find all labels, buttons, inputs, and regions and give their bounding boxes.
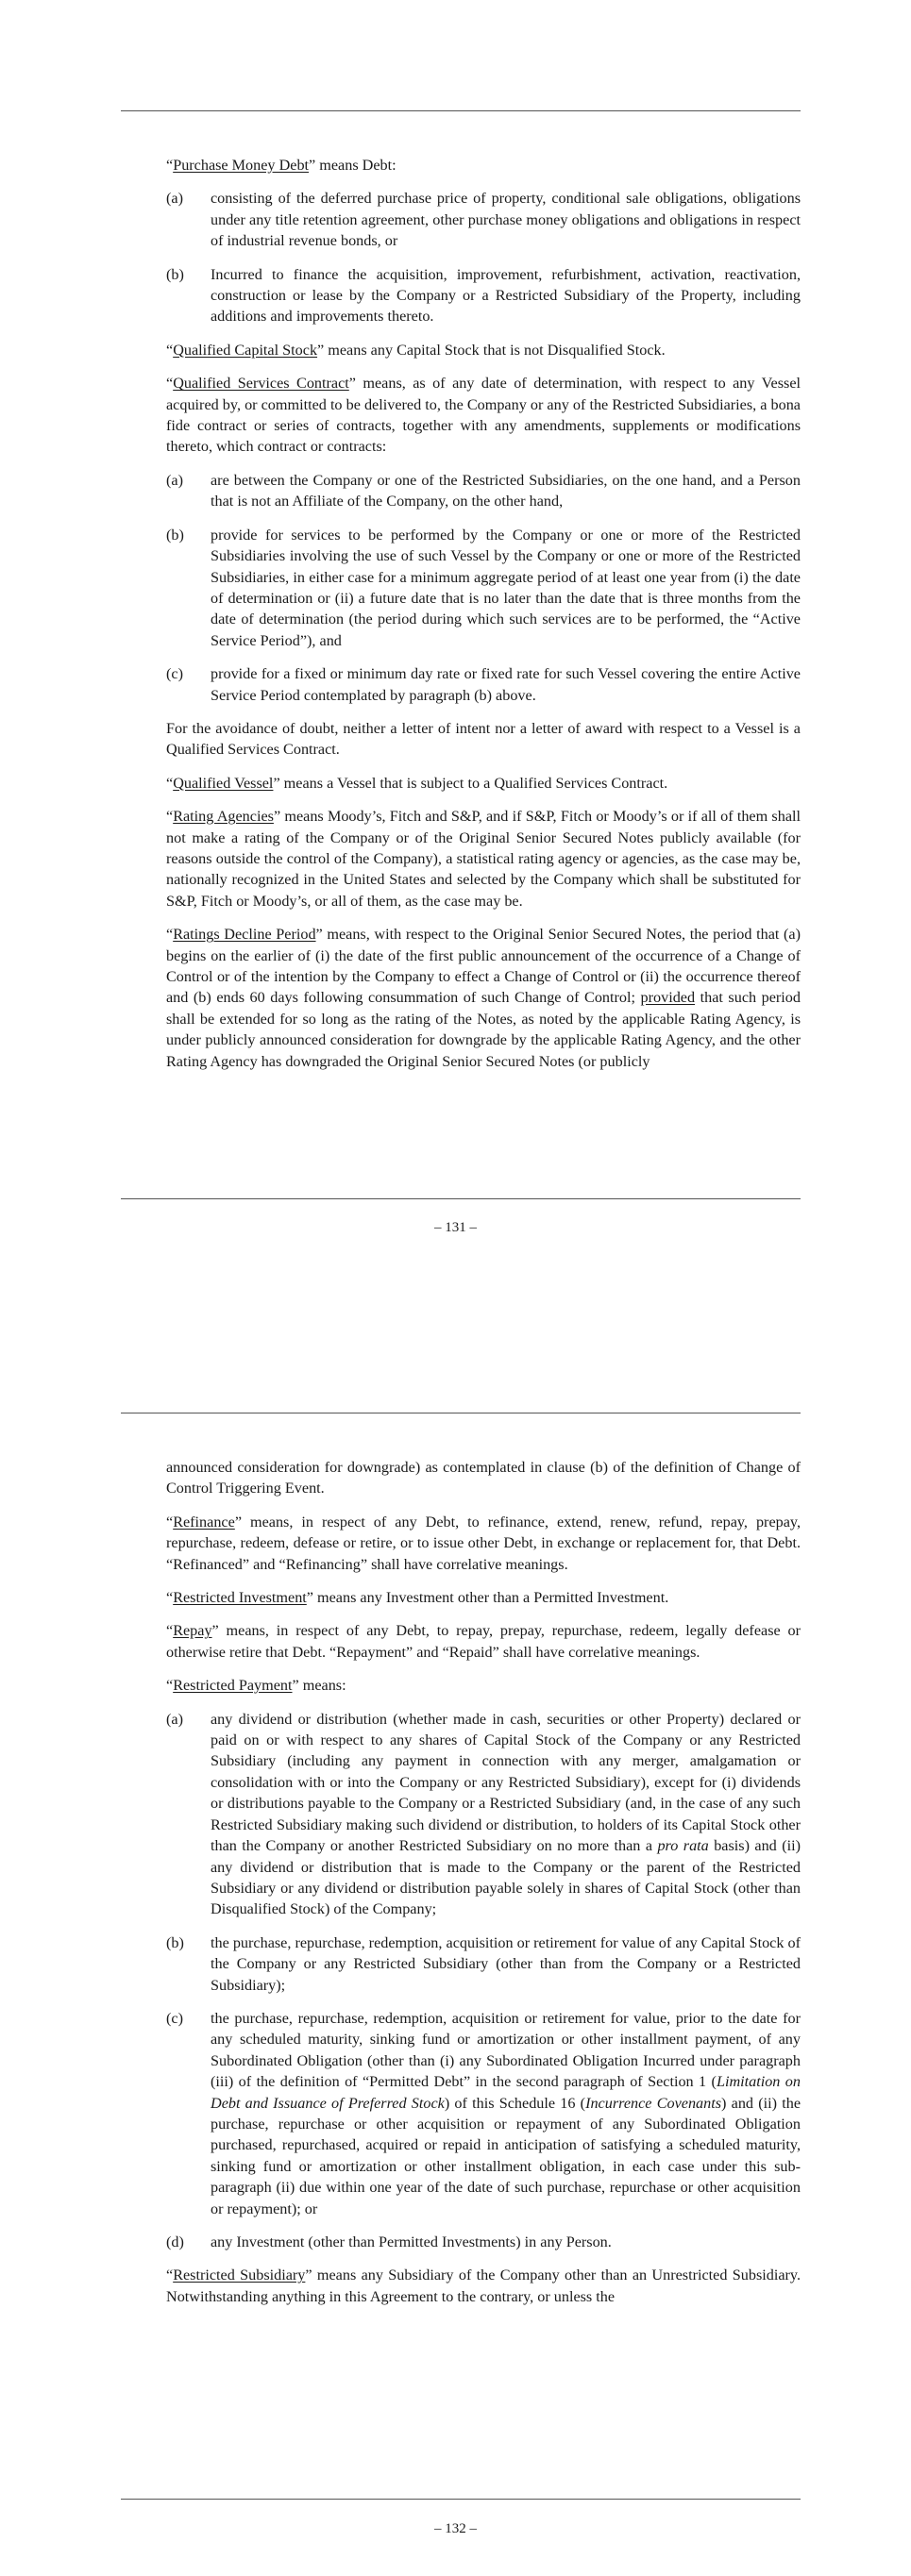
defined-term: Restricted Investment <box>173 1589 307 1607</box>
defined-term: Refinance <box>173 1513 235 1531</box>
definition-purchase-money-debt: “Purchase Money Debt” means Debt: <box>166 157 396 174</box>
page-131-body <box>166 155 801 1084</box>
list-item: (b) Incurred to finance the acquisition, improvement, refurbishment, activation, reactivation, construction or lease by the Company or a Restricted Subsidiary of the Property, including additions and improvements thereto. <box>166 265 801 326</box>
defined-term: Rating Agencies <box>173 808 274 826</box>
page-131-bottom-rule <box>121 1198 801 1199</box>
definition-restricted-payment: “Restricted Payment” means: <box>166 1677 346 1695</box>
list-item: (a) consisting of the deferred purchase price of property, conditional sale obligations, obligations under any title retention agreement, other purchase money obligations and obligations in respect of industrial revenue bonds, or <box>166 190 801 250</box>
page-132-bottom-rule <box>121 2499 801 2500</box>
list-item: (b) the purchase, repurchase, redemption, acquisition or retirement for value of any Capital Stock of the Company or any Restricted Subsidiary (other than from the Company or a Restricted Subsidiary); <box>166 1933 801 1994</box>
page-131-top-rule <box>121 110 801 111</box>
list-item: (c) provide for a fixed or minimum day rate or fixed rate for such Vessel covering the entire Active Service Period contemplated by paragraph (b) above. <box>166 665 801 704</box>
list-item: (c) the purchase, repurchase, redemption, acquisition or retirement for value, prior to the date for any scheduled maturity, sinking fund or amortization or other installment payment, of any Subordinated Obligation (other than (i) any Subordinated Obligation Incurred under paragraph (iii) of the definition of “Permitted Debt” in the second paragraph of Section 1 (Limitation on Debt and Issuance of Preferred Stock) of this Schedule 16 (Incurrence Covenants) and (ii) the purchase, repurchase or other acquisition or repayment of any Subordinated Obligation purchased, repurchased, acquired or repaid in anticipation of satisfying a scheduled maturity, sinking fund or amortization or other installment obligation, in each case under this sub-paragraph (ii) due within one year of the date of such purchase, repurchase or other acquisition or repayment); or <box>166 2009 801 2217</box>
defined-term: Restricted Payment <box>173 1677 293 1695</box>
definition-repay: “Repay” means, in respect of any Debt, to repay, prepay, repurchase, redeem, legally defease or otherwise retire that Debt. “Repayment” and “Repaid” shall have correlative meanings. <box>166 1622 801 1661</box>
defined-term: Qualified Capital Stock <box>173 341 318 359</box>
avoidance-of-doubt-paragraph: For the avoidance of doubt, neither a letter of intent nor a letter of award with respect to a Vessel is a Qualified Services Contract. <box>166 719 801 759</box>
definition-ratings-decline-period: “Ratings Decline Period” means, with respect to the Original Senior Secured Notes, the period that (a) begins on the earlier of (i) the date of the first public announcement of the occurrence of a Change of Control or of the intention by the Company to effect a Change of Control or (ii) the occurrence thereof and (b) ends 60 days following consummation of such Change of Control; provided that such period shall be extended for so long as the rating of the Notes, as noted by the applicable Rating Agency, is under publicly announced consideration for downgrade by the applicable Rating Agency, and the other Rating Agency has downgraded the Original Senior Secured Notes (or publicly <box>166 926 801 1070</box>
definition-rating-agencies: “Rating Agencies” means Moody’s, Fitch and S&P, and if S&P, Fitch or Moody’s or if all of them shall not make a rating of the Company or of the Original Senior Secured Notes publicly available (for reasons outside the control of the Company), a statistical rating agency or agencies, as the case may be, nationally recognized in the United States and selected by the Company which shall be substituted for S&P, Fitch or Moody’s, or all of them, as the case may be. <box>166 808 801 910</box>
list-item: (a) are between the Company or one of the Restricted Subsidiaries, on the one hand, and a Person that is not an Affiliate of the Company, on the other hand, <box>166 471 801 510</box>
provided-term: provided <box>640 989 696 1007</box>
definition-qualified-capital-stock: “Qualified Capital Stock” means any Capital Stock that is not Disqualified Stock. <box>166 341 666 359</box>
defined-term: Repay <box>173 1622 212 1640</box>
continuation-paragraph: announced consideration for downgrade) as contemplated in clause (b) of the definition of Change of Control Triggering Event. <box>166 1459 801 1497</box>
defined-term: Qualified Vessel <box>173 774 274 792</box>
defined-term: Purchase Money Debt <box>173 157 310 174</box>
definition-qualified-vessel: “Qualified Vessel” means a Vessel that is subject to a Qualified Services Contract. <box>166 774 668 792</box>
page-number: – 131 – <box>434 1220 477 1235</box>
page-132-body <box>166 1457 801 2319</box>
list-item: (d) any Investment (other than Permitted Investments) in any Person. <box>166 2233 612 2250</box>
defined-term: Ratings Decline Period <box>173 926 316 944</box>
definition-qualified-services-contract: “Qualified Services Contract” means, as of any date of determination, with respect to any Vessel acquired by, or committed to be delivered to, the Company or any of the Restricted Subsidiaries, a bona fide contract or series of contracts, together with any amendments, supplements or modifications thereto, which contract or contracts: <box>166 375 801 456</box>
definition-restricted-investment: “Restricted Investment” means any Investment other than a Permitted Investment. <box>166 1589 669 1607</box>
list-item: (b) provide for services to be performed by the Company or one or more of the Restricted Subsidiaries involving the use of such Vessel by the Company or one or more of the Restricted Subsidiaries, in either case for a minimum aggregate period of at least one year from (i) the date of determination or (ii) a future date that is no later than the date that is three months from the date of determination (the period during which such services are to be performed, the “Active Service Period”), and <box>166 526 801 649</box>
definition-restricted-subsidiary: “Restricted Subsidiary” means any Subsidiary of the Company other than an Unrestricted Subsidiary. Notwithstanding anything in this Agreement to the contrary, or unless the <box>166 2267 801 2305</box>
page-number: – 132 – <box>434 2521 477 2536</box>
list-item: (a) any dividend or distribution (whether made in cash, securities or other Property) declared or paid on or with respect to any shares of Capital Stock of the Company or any Restricted Subsidiary (including any payment in connection with any merger, amalgamation or consolidation with or into the Company or any Restricted Subsidiary), except for (i) dividends or distributions payable to the Company or a Restricted Subsidiary (and, in the case of any such Restricted Subsidiary making such dividend or distribution, to holders of its Capital Stock other than the Company or another Restricted Subsidiary on no more than a pro rata basis) and (ii) any dividend or distribution that is made to the Company or the parent of the Restricted Subsidiary or any dividend or distribution payable solely in shares of Capital Stock (other than Disqualified Stock) of the Company; <box>166 1710 801 1918</box>
defined-term: Qualified Services Contract <box>173 375 349 393</box>
definition-refinance: “Refinance” means, in respect of any Debt, to refinance, extend, renew, refund, repay, prepay, repurchase, redeem, defease or retire, or to issue other Debt, in exchange or replacement for, that Debt. “Refinanced” and “Refinancing” shall have correlative meanings. <box>166 1513 801 1573</box>
defined-term: Restricted Subsidiary <box>173 2267 306 2284</box>
